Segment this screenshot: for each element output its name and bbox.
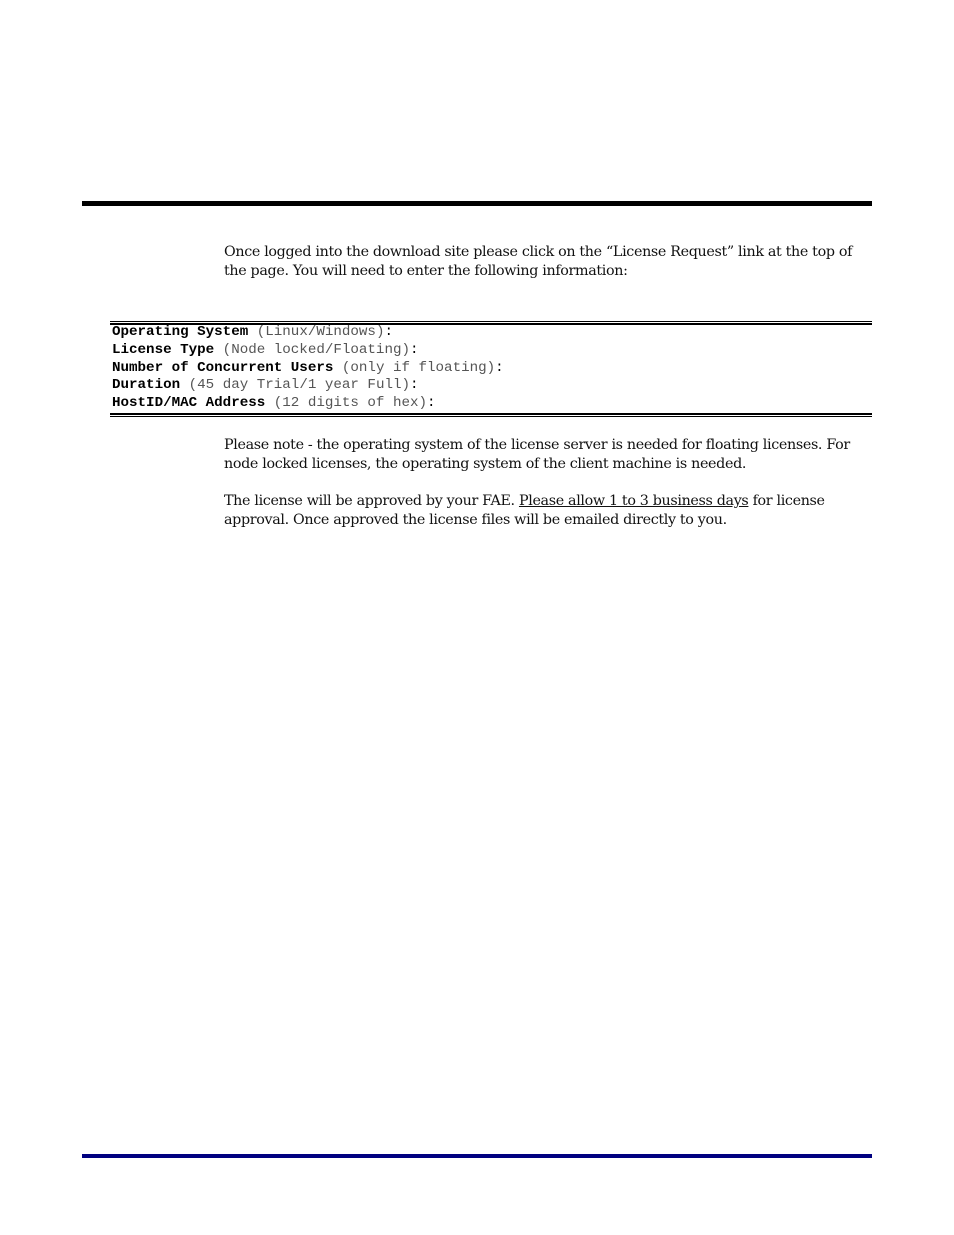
approval-text-suffix: for license approval. Once approved the license files will be emailed directly to you. <box>224 493 825 528</box>
field-label: Operating System <box>112 324 249 340</box>
field-line-duration <box>112 377 504 395</box>
field-label: Number of Concurrent Users <box>112 359 334 376</box>
field-colon: : <box>410 341 419 358</box>
field-hint: (Linux/Windows) <box>248 324 385 340</box>
footer-rule <box>82 1154 872 1158</box>
box-top-thin-border <box>110 321 872 322</box>
license-request-fields-box <box>110 320 872 418</box>
box-bottom-thin-border <box>110 416 872 417</box>
header-rule <box>82 201 872 206</box>
field-hint: (45 day Trial/1 year Full) <box>180 377 410 394</box>
field-list <box>112 324 504 413</box>
intro-paragraph: Once logged into the download site please click on the “License Request” link at the top of the page. You will need to enter the following information: <box>224 244 853 279</box>
field-line-concurrent-users <box>112 360 504 378</box>
field-hint: (only if floating) <box>333 359 496 376</box>
field-label: HostID/MAC Address <box>112 395 266 412</box>
field-hint: (Node locked/Floating) <box>214 341 410 358</box>
box-bottom-thick-border <box>110 413 872 415</box>
field-hint: (12 digits of hex) <box>265 395 428 412</box>
field-colon: : <box>427 395 436 412</box>
field-label: Duration <box>112 377 181 394</box>
field-label: License Type <box>112 341 215 358</box>
note-paragraph: Please note - the operating system of the license server is needed for floating licenses. For node locked licenses, the operating system of the client machine is needed. <box>224 437 850 472</box>
approval-paragraph <box>224 492 864 529</box>
approval-text-prefix: The license will be approved by your FAE. <box>224 493 519 509</box>
field-line-hostid <box>112 395 504 413</box>
field-line-operating-system <box>112 324 504 342</box>
field-colon: : <box>410 377 419 394</box>
approval-time-emphasis: Please allow 1 to 3 business days <box>518 493 749 509</box>
field-colon: : <box>384 324 393 340</box>
field-line-license-type <box>112 342 504 360</box>
field-colon: : <box>495 359 504 376</box>
